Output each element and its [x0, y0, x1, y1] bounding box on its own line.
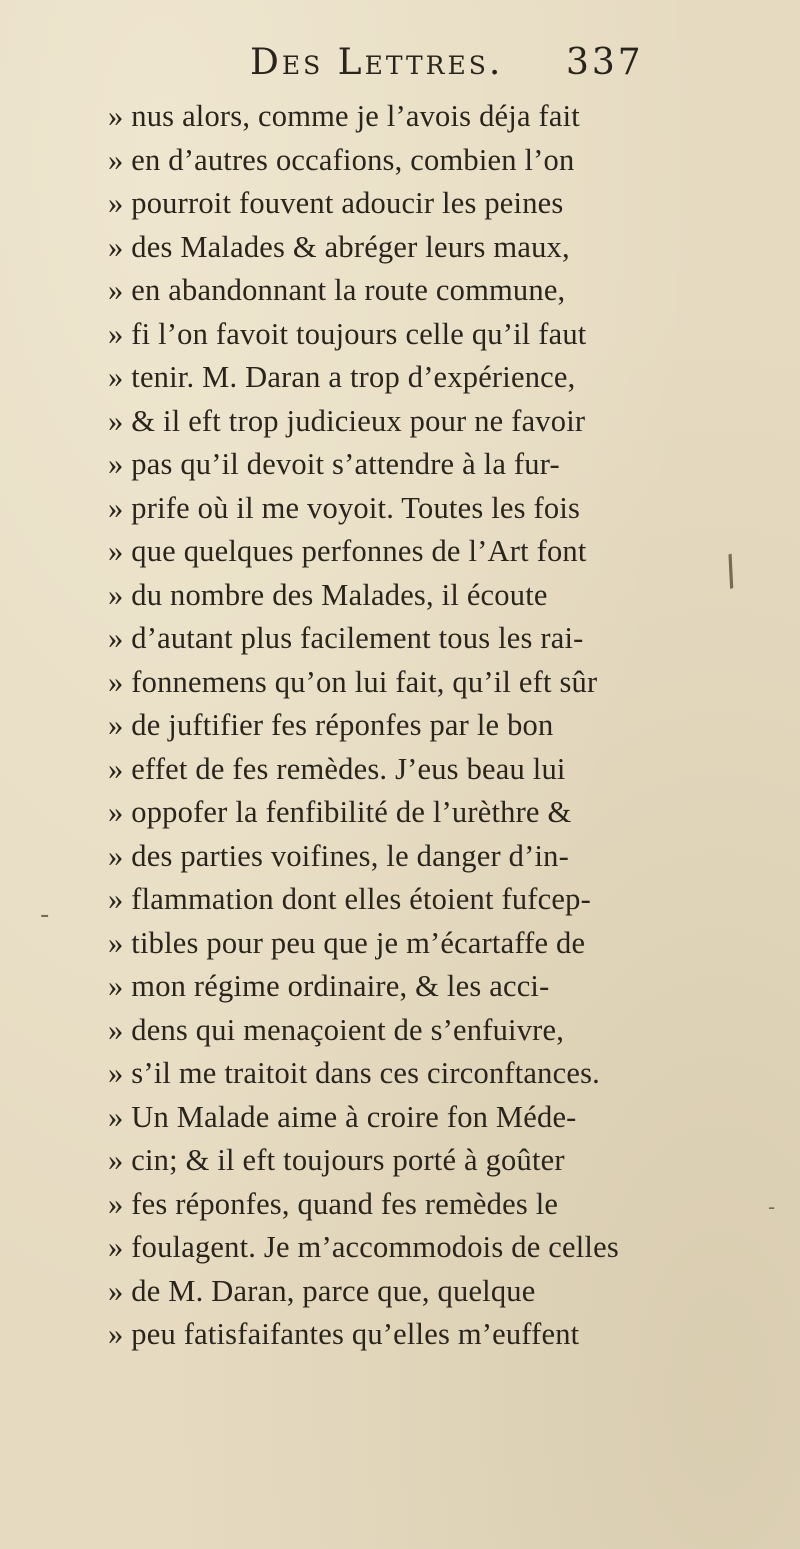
text-line: » des Malades & abréger leurs maux,	[108, 229, 570, 264]
text-line: » peu fatisfaifantes qu’elles m’euffent	[108, 1317, 580, 1351]
text-line: » Un Malade aime à croire fon Méde-	[108, 1099, 577, 1134]
margin-ink-mark: -	[768, 1195, 776, 1219]
running-header	[250, 42, 770, 90]
text-line: » pourroit fouvent adoucir les peines	[108, 186, 564, 220]
page-number: 337	[566, 42, 644, 83]
text-line: » & il eft trop judicieux pour ne favoir	[108, 403, 586, 438]
text-line: » mon régime ordinaire, & les acci-	[108, 969, 550, 1003]
text-line: » du nombre des Malades, il écoute	[108, 577, 548, 612]
text-line: » en abandonnant la route commune,	[108, 273, 566, 307]
text-line: » de M. Daran, parce que, quelque	[108, 1273, 536, 1308]
text-line: » en d’autres occafions, combien l’on	[108, 142, 575, 177]
body-text	[108, 95, 768, 1357]
text-line: » fes réponfes, quand fes remèdes le	[108, 1186, 559, 1221]
text-line: » fi l’on favoit toujours celle qu’il faut	[108, 316, 587, 351]
text-line: » tenir. M. Daran a trop d’expérience,	[108, 360, 576, 394]
text-line: » prife où il me voyoit. Toutes les fois	[108, 490, 581, 525]
text-line: » cin; & il eft toujours porté à goûter	[108, 1143, 565, 1177]
text-line: » de juftifier fes réponfes par le bon	[108, 708, 554, 742]
text-line: » dens qui menaçoient de s’enfuivre,	[108, 1012, 565, 1047]
text-line: » nus alors, comme je l’avois déja fait	[108, 99, 580, 133]
text-line: » flammation dont elles étoient fufcep-	[108, 882, 591, 916]
text-line: » des parties voifines, le danger d’in-	[108, 838, 569, 873]
text-line: » fonnemens qu’on lui fait, qu’il eft sûr	[108, 664, 598, 699]
text-line: » foulagent. Je m’accommodois de celles	[108, 1230, 619, 1264]
text-line: » s’il me traitoit dans ces circonftances.	[108, 1056, 600, 1090]
text-line: » que quelques perfonnes de l’Art font	[108, 534, 587, 568]
text-line: » d’autant plus facilement tous les rai-	[108, 621, 584, 655]
text-line: » oppofer la fenfibilité de l’urèthre &	[108, 795, 572, 829]
text-line: » pas qu’il devoit s’attendre à la fur-	[108, 447, 560, 481]
running-title: Des Lettres.	[250, 42, 504, 83]
text-line: » effet de fes remèdes. J’eus beau lui	[108, 751, 566, 786]
text-line: » tibles pour peu que je m’écartaffe de	[108, 925, 586, 960]
margin-ink-mark: -	[40, 900, 50, 930]
margin-pencil-mark: /	[716, 547, 745, 595]
